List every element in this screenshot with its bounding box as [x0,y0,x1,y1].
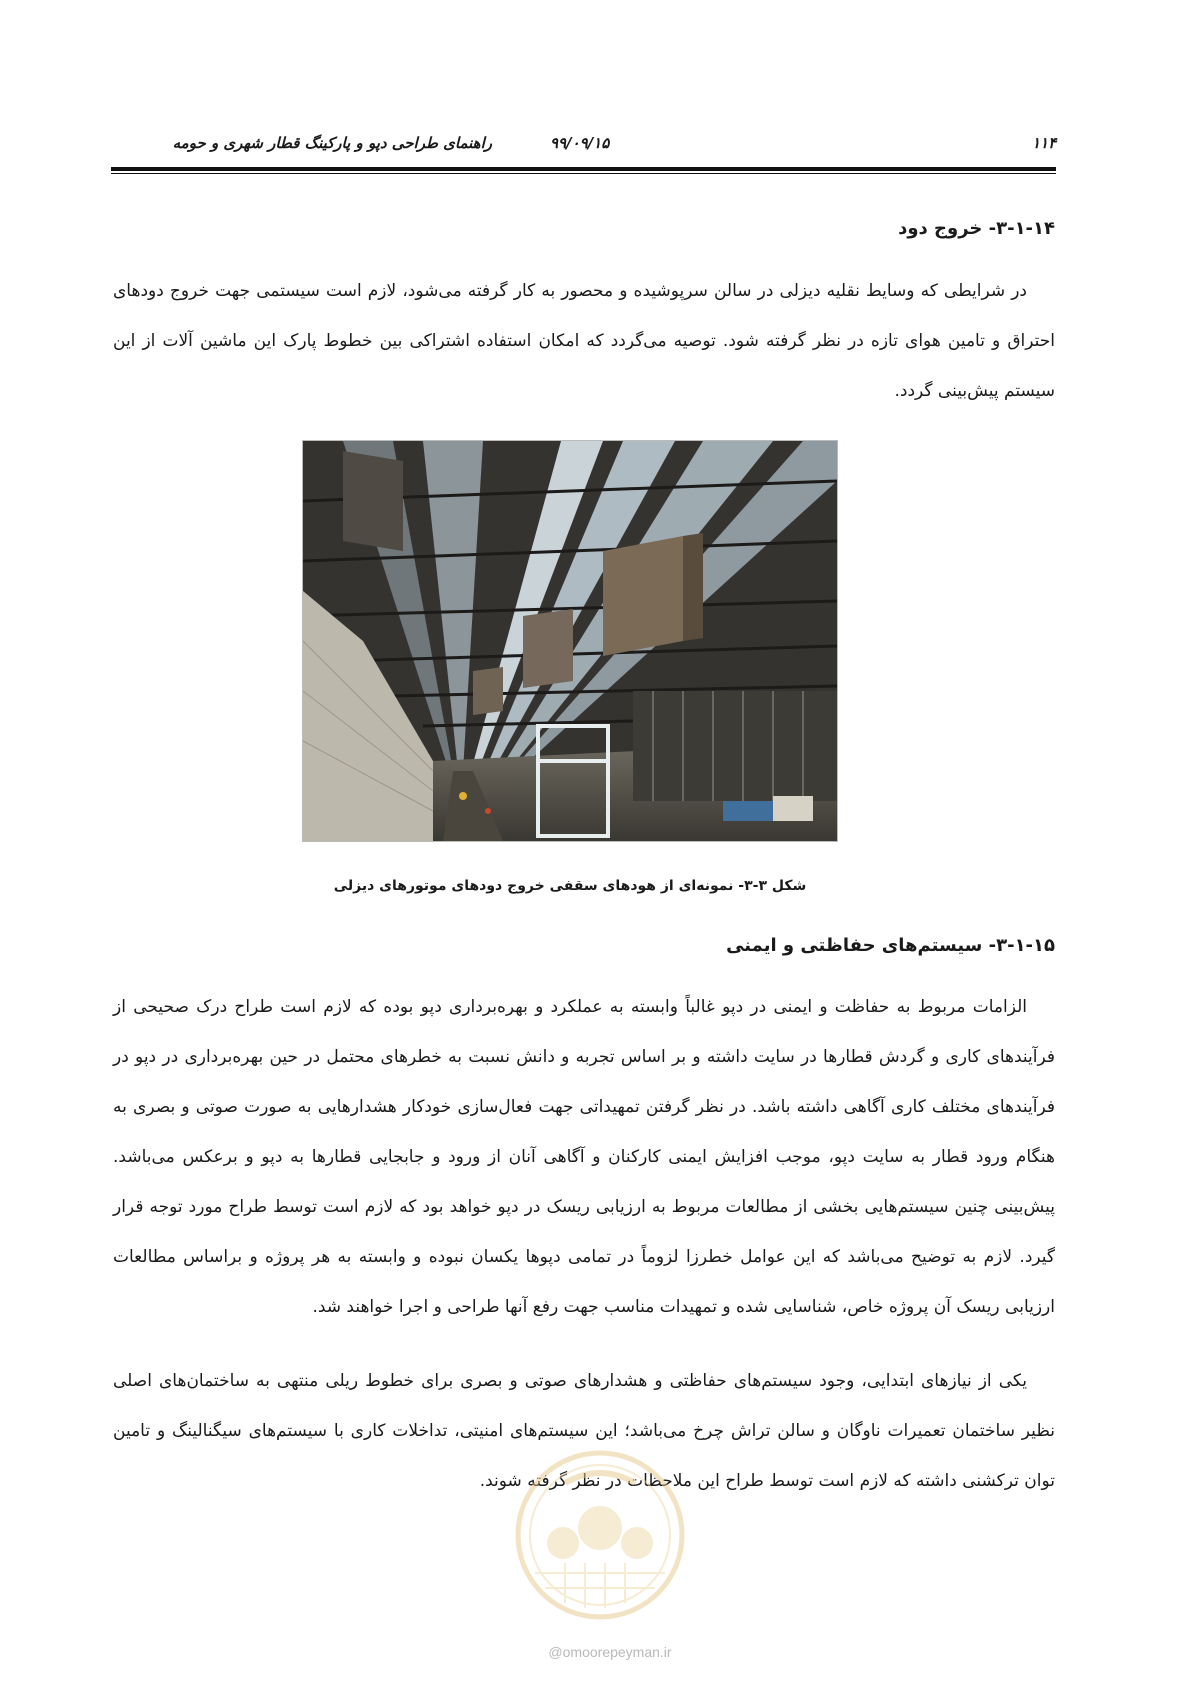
paragraph-smoke-exhaust: در شرایطی که وسایط نقلیه دیزلی در سالن سرپوشیده و محصور به کار گرفته می‌شود، لازم است سیستمی جهت خروج دودهای احتراق و تامین هوای تازه در نظر گرفته شود. توصیه می‌گردد که امکان استفاده اشتراکی بین خطوط پارک این ماشین آلات از این سیستم پیش‌بینی گردد. [113,281,1055,401]
header-rule [111,167,1056,171]
watermark-url: @omoorepeyman.ir [548,1644,672,1660]
section-heading-safety-systems: ۳-۱-۱۵- سیستم‌های حفاظتی و ایمنی [726,935,1055,956]
figure-depot-roof-hoods-photo [302,440,838,842]
page-header [0,0,1191,175]
page-number: ۱۱۴ [1032,134,1057,152]
header-rule-thin [111,173,1056,174]
header-date: ۹۹/۰۹/۱۵ [550,134,610,152]
header-document-title: راهنمای طراحی دپو و پارکینگ قطار شهری و حومه [172,134,492,152]
paragraph-safety-requirements: الزامات مربوط به حفاظت و ایمنی در دپو غالباً وابسته به عملکرد و بهره‌برداری دپو بوده که لازم است طراح درک صحیحی از فرآیندهای کاری و گردش قطارها در سایت داشته و بر اساس تجربه و دانش نسبت به خطرهای محتمل در حین بهره‌برداری در دپو در فرآیندهای مختلف کاری آگاهی داشته باشد. در نظر گرفتن تمهیداتی جهت فعال‌سازی خودکار هشدارهایی به صورت صوتی و بصری به هنگام ورود قطار به سایت دپو، موجب افزایش ایمنی کارکنان و آگاهی آنان از ورود و جابجایی قطارها به دپو و برعکس می‌باشد. پیش‌بینی چنین سیستم‌هایی بخشی از مطالعات مربوط به ارزیابی ریسک در دپو خواهد بود که لازم است توسط طراح مورد توجه قرار گیرد. لازم به توضیح می‌باشد که این عوامل خطرزا لزوماً در تمامی دپوها یکسان نبوده و وابسته به هر پروژه و براساس مطالعات ارزیابی ریسک آن پروژه خاص، شناسایی شده و تمهیدات مناسب جهت رفع آنها طراحی و اجرا خواهند شد. [113,997,1055,1317]
paragraph-basic-needs: یکی از نیازهای ابتدایی، وجود سیستم‌های حفاظتی و هشدارهای صوتی و بصری برای خطوط ریلی منتهی به ساختمان‌های اصلی نظیر ساختمان تعمیرات ناوگان و سالن تراش چرخ می‌باشد؛ این سیستم‌های امنیتی، تداخلات کاری با سیستم‌های سیگنالینگ و تامین توان ترکشنی داشته که لازم است توسط طراح این ملاحظات در نظر گرفته شوند. [113,1371,1055,1491]
figure-caption: شکل ۳-۳- نمونه‌ای از هودهای سقفی خروج دودهای موتورهای دیزلی [333,878,807,894]
watermark-seal-logo [505,1443,695,1623]
section-heading-smoke-exhaust: ۳-۱-۱۴- خروج دود [898,218,1055,239]
